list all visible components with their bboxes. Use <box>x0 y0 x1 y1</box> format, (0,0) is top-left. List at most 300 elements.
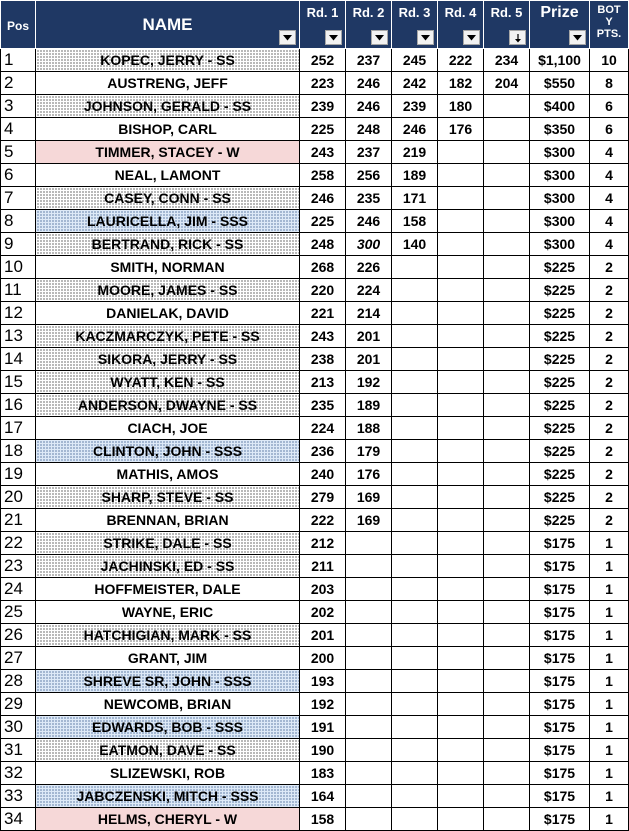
rd1-score-cell[interactable]: 222 <box>300 509 346 532</box>
rd3-score-cell[interactable] <box>392 555 438 578</box>
pos-cell[interactable]: 18 <box>1 440 36 463</box>
rd2-score-cell[interactable]: 176 <box>346 463 392 486</box>
rd2-score-cell[interactable]: 246 <box>346 95 392 118</box>
rd1-score-cell[interactable]: 224 <box>300 417 346 440</box>
boty-points-cell[interactable]: 4 <box>590 233 629 256</box>
boty-points-cell[interactable]: 1 <box>590 670 629 693</box>
rd2-score-cell[interactable]: 201 <box>346 348 392 371</box>
rd4-score-cell[interactable] <box>438 509 484 532</box>
player-name-cell[interactable]: MOORE, JAMES - SS <box>36 279 300 302</box>
rd2-score-cell[interactable] <box>346 578 392 601</box>
rd3-score-cell[interactable] <box>392 325 438 348</box>
rd5-score-cell[interactable] <box>484 440 530 463</box>
boty-points-cell[interactable]: 2 <box>590 256 629 279</box>
rd3-score-cell[interactable] <box>392 808 438 831</box>
rd1-score-cell[interactable]: 200 <box>300 647 346 670</box>
prize-cell[interactable]: $175 <box>530 647 590 670</box>
rd3-score-cell[interactable] <box>392 486 438 509</box>
boty-points-cell[interactable]: 2 <box>590 440 629 463</box>
rd2-score-cell[interactable]: 237 <box>346 49 392 72</box>
pos-cell[interactable]: 14 <box>1 348 36 371</box>
prize-cell[interactable]: $225 <box>530 394 590 417</box>
rd5-score-cell[interactable] <box>484 555 530 578</box>
filter-name-button[interactable] <box>279 30 296 45</box>
rd2-score-cell[interactable]: 300 <box>346 233 392 256</box>
rd3-score-cell[interactable]: 245 <box>392 49 438 72</box>
prize-cell[interactable]: $300 <box>530 233 590 256</box>
boty-points-cell[interactable]: 2 <box>590 463 629 486</box>
rd1-score-cell[interactable]: 279 <box>300 486 346 509</box>
prize-cell[interactable]: $175 <box>530 716 590 739</box>
boty-points-cell[interactable]: 4 <box>590 164 629 187</box>
rd5-score-cell[interactable] <box>484 164 530 187</box>
player-name-cell[interactable]: BISHOP, CARL <box>36 118 300 141</box>
player-name-cell[interactable]: SIKORA, JERRY - SS <box>36 348 300 371</box>
rd1-score-cell[interactable]: 243 <box>300 325 346 348</box>
pos-cell[interactable]: 24 <box>1 578 36 601</box>
pos-cell[interactable]: 33 <box>1 785 36 808</box>
pos-cell[interactable]: 12 <box>1 302 36 325</box>
boty-points-cell[interactable]: 2 <box>590 394 629 417</box>
rd2-score-cell[interactable] <box>346 624 392 647</box>
rd1-score-cell[interactable]: 212 <box>300 532 346 555</box>
rd5-score-cell[interactable] <box>484 118 530 141</box>
rd3-score-cell[interactable] <box>392 463 438 486</box>
prize-cell[interactable]: $175 <box>530 739 590 762</box>
pos-cell[interactable]: 1 <box>1 49 36 72</box>
player-name-cell[interactable]: BRENNAN, BRIAN <box>36 509 300 532</box>
player-name-cell[interactable]: WAYNE, ERIC <box>36 601 300 624</box>
rd3-score-cell[interactable] <box>392 371 438 394</box>
rd5-score-cell[interactable] <box>484 95 530 118</box>
rd5-score-cell[interactable] <box>484 808 530 831</box>
prize-cell[interactable]: $175 <box>530 578 590 601</box>
rd2-score-cell[interactable]: 192 <box>346 371 392 394</box>
pos-cell[interactable]: 25 <box>1 601 36 624</box>
pos-cell[interactable]: 29 <box>1 693 36 716</box>
rd1-score-cell[interactable]: 192 <box>300 693 346 716</box>
player-name-cell[interactable]: CLINTON, JOHN - SSS <box>36 440 300 463</box>
boty-points-cell[interactable]: 2 <box>590 509 629 532</box>
pos-cell[interactable]: 7 <box>1 187 36 210</box>
rd1-score-cell[interactable]: 248 <box>300 233 346 256</box>
player-name-cell[interactable]: SMITH, NORMAN <box>36 256 300 279</box>
player-name-cell[interactable]: CASEY, CONN - SS <box>36 187 300 210</box>
player-name-cell[interactable]: KOPEC, JERRY - SS <box>36 49 300 72</box>
rd4-score-cell[interactable] <box>438 463 484 486</box>
player-name-cell[interactable]: BERTRAND, RICK - SS <box>36 233 300 256</box>
rd4-score-cell[interactable] <box>438 302 484 325</box>
prize-cell[interactable]: $400 <box>530 95 590 118</box>
rd2-score-cell[interactable]: 189 <box>346 394 392 417</box>
rd2-score-cell[interactable] <box>346 693 392 716</box>
rd1-score-cell[interactable]: 268 <box>300 256 346 279</box>
rd1-score-cell[interactable]: 235 <box>300 394 346 417</box>
boty-points-cell[interactable]: 1 <box>590 578 629 601</box>
pos-cell[interactable]: 32 <box>1 762 36 785</box>
rd4-score-cell[interactable] <box>438 647 484 670</box>
rd1-score-cell[interactable]: 190 <box>300 739 346 762</box>
rd5-score-cell[interactable] <box>484 647 530 670</box>
player-name-cell[interactable]: ANDERSON, DWAYNE - SS <box>36 394 300 417</box>
player-name-cell[interactable]: HELMS, CHERYL - W <box>36 808 300 831</box>
rd3-score-cell[interactable]: 246 <box>392 118 438 141</box>
pos-cell[interactable]: 23 <box>1 555 36 578</box>
player-name-cell[interactable]: AUSTRENG, JEFF <box>36 72 300 95</box>
boty-points-cell[interactable]: 2 <box>590 325 629 348</box>
pos-cell[interactable]: 11 <box>1 279 36 302</box>
rd3-score-cell[interactable]: 239 <box>392 95 438 118</box>
boty-points-cell[interactable]: 2 <box>590 371 629 394</box>
rd4-score-cell[interactable] <box>438 371 484 394</box>
rd2-score-cell[interactable] <box>346 808 392 831</box>
prize-cell[interactable]: $300 <box>530 164 590 187</box>
rd4-score-cell[interactable] <box>438 417 484 440</box>
rd5-score-cell[interactable] <box>484 693 530 716</box>
pos-cell[interactable]: 17 <box>1 417 36 440</box>
rd3-score-cell[interactable]: 219 <box>392 141 438 164</box>
pos-cell[interactable]: 27 <box>1 647 36 670</box>
rd4-score-cell[interactable]: 180 <box>438 95 484 118</box>
rd2-score-cell[interactable]: 179 <box>346 440 392 463</box>
rd5-score-cell[interactable] <box>484 739 530 762</box>
rd1-score-cell[interactable]: 213 <box>300 371 346 394</box>
rd4-score-cell[interactable] <box>438 256 484 279</box>
rd5-score-cell[interactable] <box>484 233 530 256</box>
rd3-score-cell[interactable] <box>392 785 438 808</box>
player-name-cell[interactable]: TIMMER, STACEY - W <box>36 141 300 164</box>
rd5-score-cell[interactable] <box>484 716 530 739</box>
rd2-score-cell[interactable]: 237 <box>346 141 392 164</box>
filter-rd1-button[interactable] <box>325 30 342 45</box>
rd2-score-cell[interactable]: 248 <box>346 118 392 141</box>
rd5-score-cell[interactable] <box>484 348 530 371</box>
rd4-score-cell[interactable] <box>438 486 484 509</box>
pos-cell[interactable]: 30 <box>1 716 36 739</box>
rd1-score-cell[interactable]: 211 <box>300 555 346 578</box>
boty-points-cell[interactable]: 6 <box>590 95 629 118</box>
rd1-score-cell[interactable]: 221 <box>300 302 346 325</box>
rd5-score-cell[interactable] <box>484 532 530 555</box>
rd5-score-cell[interactable] <box>484 394 530 417</box>
boty-points-cell[interactable]: 4 <box>590 187 629 210</box>
player-name-cell[interactable]: KACZMARCZYK, PETE - SS <box>36 325 300 348</box>
pos-cell[interactable]: 21 <box>1 509 36 532</box>
boty-points-cell[interactable]: 1 <box>590 762 629 785</box>
boty-points-cell[interactable]: 2 <box>590 302 629 325</box>
rd2-score-cell[interactable]: 224 <box>346 279 392 302</box>
rd3-score-cell[interactable] <box>392 716 438 739</box>
prize-cell[interactable]: $175 <box>530 808 590 831</box>
pos-cell[interactable]: 15 <box>1 371 36 394</box>
rd1-score-cell[interactable]: 193 <box>300 670 346 693</box>
prize-cell[interactable]: $225 <box>530 371 590 394</box>
filter-rd3-button[interactable] <box>417 30 434 45</box>
player-name-cell[interactable]: EATMON, DAVE - SS <box>36 739 300 762</box>
rd4-score-cell[interactable] <box>438 785 484 808</box>
rd2-score-cell[interactable]: 246 <box>346 210 392 233</box>
player-name-cell[interactable]: NEWCOMB, BRIAN <box>36 693 300 716</box>
prize-cell[interactable]: $225 <box>530 463 590 486</box>
rd2-score-cell[interactable] <box>346 716 392 739</box>
boty-points-cell[interactable]: 1 <box>590 716 629 739</box>
rd1-score-cell[interactable]: 243 <box>300 141 346 164</box>
pos-cell[interactable]: 16 <box>1 394 36 417</box>
boty-points-cell[interactable]: 4 <box>590 141 629 164</box>
prize-cell[interactable]: $225 <box>530 348 590 371</box>
rd4-score-cell[interactable] <box>438 693 484 716</box>
boty-points-cell[interactable]: 2 <box>590 486 629 509</box>
prize-cell[interactable]: $225 <box>530 325 590 348</box>
pos-cell[interactable]: 4 <box>1 118 36 141</box>
rd5-score-cell[interactable] <box>484 486 530 509</box>
rd1-score-cell[interactable]: 158 <box>300 808 346 831</box>
pos-cell[interactable]: 6 <box>1 164 36 187</box>
player-name-cell[interactable]: GRANT, JIM <box>36 647 300 670</box>
rd4-score-cell[interactable] <box>438 348 484 371</box>
rd1-score-cell[interactable]: 164 <box>300 785 346 808</box>
prize-cell[interactable]: $225 <box>530 417 590 440</box>
rd4-score-cell[interactable] <box>438 716 484 739</box>
pos-cell[interactable]: 10 <box>1 256 36 279</box>
rd4-score-cell[interactable] <box>438 808 484 831</box>
filter-rd4-button[interactable] <box>463 30 480 45</box>
prize-cell[interactable]: $225 <box>530 440 590 463</box>
rd5-score-cell[interactable] <box>484 624 530 647</box>
player-name-cell[interactable]: SHREVE SR, JOHN - SSS <box>36 670 300 693</box>
rd3-score-cell[interactable] <box>392 509 438 532</box>
rd2-score-cell[interactable]: 169 <box>346 509 392 532</box>
rd2-score-cell[interactable] <box>346 785 392 808</box>
rd3-score-cell[interactable] <box>392 417 438 440</box>
rd3-score-cell[interactable] <box>392 693 438 716</box>
pos-cell[interactable]: 22 <box>1 532 36 555</box>
rd3-score-cell[interactable] <box>392 279 438 302</box>
prize-cell[interactable]: $225 <box>530 302 590 325</box>
rd1-score-cell[interactable]: 240 <box>300 463 346 486</box>
rd5-score-cell[interactable] <box>484 371 530 394</box>
pos-cell[interactable]: 31 <box>1 739 36 762</box>
rd5-score-cell[interactable] <box>484 463 530 486</box>
rd1-score-cell[interactable]: 236 <box>300 440 346 463</box>
boty-points-cell[interactable]: 2 <box>590 348 629 371</box>
rd2-score-cell[interactable]: 188 <box>346 417 392 440</box>
rd5-score-cell[interactable]: 234 <box>484 49 530 72</box>
filter-prize-button[interactable] <box>569 30 586 45</box>
prize-cell[interactable]: $175 <box>530 762 590 785</box>
rd1-score-cell[interactable]: 239 <box>300 95 346 118</box>
pos-cell[interactable]: 20 <box>1 486 36 509</box>
player-name-cell[interactable]: SHARP, STEVE - SS <box>36 486 300 509</box>
rd2-score-cell[interactable]: 235 <box>346 187 392 210</box>
pos-cell[interactable]: 13 <box>1 325 36 348</box>
rd2-score-cell[interactable] <box>346 739 392 762</box>
rd2-score-cell[interactable]: 214 <box>346 302 392 325</box>
rd4-score-cell[interactable] <box>438 141 484 164</box>
player-name-cell[interactable]: SLIZEWSKI, ROB <box>36 762 300 785</box>
pos-cell[interactable]: 34 <box>1 808 36 831</box>
rd3-score-cell[interactable]: 140 <box>392 233 438 256</box>
player-name-cell[interactable]: JOHNSON, GERALD - SS <box>36 95 300 118</box>
rd1-score-cell[interactable]: 223 <box>300 72 346 95</box>
rd2-score-cell[interactable]: 226 <box>346 256 392 279</box>
rd4-score-cell[interactable] <box>438 210 484 233</box>
rd4-score-cell[interactable] <box>438 601 484 624</box>
player-name-cell[interactable]: JABCZENSKI, MITCH - SSS <box>36 785 300 808</box>
boty-points-cell[interactable]: 1 <box>590 624 629 647</box>
rd4-score-cell[interactable] <box>438 279 484 302</box>
rd5-score-cell[interactable] <box>484 302 530 325</box>
player-name-cell[interactable]: EDWARDS, BOB - SSS <box>36 716 300 739</box>
prize-cell[interactable]: $225 <box>530 256 590 279</box>
rd1-score-cell[interactable]: 225 <box>300 210 346 233</box>
rd4-score-cell[interactable] <box>438 739 484 762</box>
player-name-cell[interactable]: MATHIS, AMOS <box>36 463 300 486</box>
boty-points-cell[interactable]: 6 <box>590 118 629 141</box>
rd5-score-cell[interactable] <box>484 670 530 693</box>
rd1-score-cell[interactable]: 183 <box>300 762 346 785</box>
prize-cell[interactable]: $350 <box>530 118 590 141</box>
boty-points-cell[interactable]: 10 <box>590 49 629 72</box>
filter-rd2-button[interactable] <box>371 30 388 45</box>
player-name-cell[interactable]: LAURICELLA, JIM - SSS <box>36 210 300 233</box>
rd4-score-cell[interactable] <box>438 532 484 555</box>
prize-cell[interactable]: $175 <box>530 601 590 624</box>
rd2-score-cell[interactable] <box>346 601 392 624</box>
prize-cell[interactable]: $225 <box>530 279 590 302</box>
boty-points-cell[interactable]: 1 <box>590 693 629 716</box>
rd1-score-cell[interactable]: 225 <box>300 118 346 141</box>
prize-cell[interactable]: $175 <box>530 693 590 716</box>
rd1-score-cell[interactable]: 191 <box>300 716 346 739</box>
rd2-score-cell[interactable] <box>346 762 392 785</box>
player-name-cell[interactable]: NEAL, LAMONT <box>36 164 300 187</box>
prize-cell[interactable]: $225 <box>530 486 590 509</box>
prize-cell[interactable]: $300 <box>530 187 590 210</box>
rd5-score-cell[interactable] <box>484 256 530 279</box>
rd3-score-cell[interactable] <box>392 302 438 325</box>
rd3-score-cell[interactable] <box>392 440 438 463</box>
rd4-score-cell[interactable] <box>438 440 484 463</box>
prize-cell[interactable]: $175 <box>530 624 590 647</box>
rd3-score-cell[interactable]: 242 <box>392 72 438 95</box>
rd3-score-cell[interactable] <box>392 762 438 785</box>
prize-cell[interactable]: $225 <box>530 509 590 532</box>
rd4-score-cell[interactable] <box>438 578 484 601</box>
player-name-cell[interactable]: HOFFMEISTER, DALE <box>36 578 300 601</box>
rd4-score-cell[interactable] <box>438 762 484 785</box>
pos-cell[interactable]: 26 <box>1 624 36 647</box>
rd5-score-cell[interactable] <box>484 578 530 601</box>
rd4-score-cell[interactable] <box>438 555 484 578</box>
boty-points-cell[interactable]: 1 <box>590 555 629 578</box>
rd2-score-cell[interactable] <box>346 647 392 670</box>
rd3-score-cell[interactable] <box>392 647 438 670</box>
pos-cell[interactable]: 28 <box>1 670 36 693</box>
rd4-score-cell[interactable] <box>438 187 484 210</box>
pos-cell[interactable]: 5 <box>1 141 36 164</box>
rd4-score-cell[interactable]: 176 <box>438 118 484 141</box>
rd3-score-cell[interactable]: 158 <box>392 210 438 233</box>
rd4-score-cell[interactable] <box>438 670 484 693</box>
boty-points-cell[interactable]: 8 <box>590 72 629 95</box>
rd2-score-cell[interactable] <box>346 532 392 555</box>
boty-points-cell[interactable]: 1 <box>590 785 629 808</box>
pos-cell[interactable]: 2 <box>1 72 36 95</box>
rd4-score-cell[interactable] <box>438 325 484 348</box>
pos-cell[interactable]: 3 <box>1 95 36 118</box>
rd1-score-cell[interactable]: 201 <box>300 624 346 647</box>
rd5-score-cell[interactable] <box>484 785 530 808</box>
rd1-score-cell[interactable]: 220 <box>300 279 346 302</box>
prize-cell[interactable]: $175 <box>530 555 590 578</box>
player-name-cell[interactable]: DANIELAK, DAVID <box>36 302 300 325</box>
rd4-score-cell[interactable] <box>438 394 484 417</box>
prize-cell[interactable]: $175 <box>530 785 590 808</box>
boty-points-cell[interactable]: 1 <box>590 601 629 624</box>
prize-cell[interactable]: $300 <box>530 141 590 164</box>
rd3-score-cell[interactable] <box>392 578 438 601</box>
rd3-score-cell[interactable] <box>392 256 438 279</box>
rd4-score-cell[interactable] <box>438 233 484 256</box>
pos-cell[interactable]: 8 <box>1 210 36 233</box>
pos-cell[interactable]: 9 <box>1 233 36 256</box>
player-name-cell[interactable]: HATCHIGIAN, MARK - SS <box>36 624 300 647</box>
rd5-score-cell[interactable] <box>484 279 530 302</box>
rd5-score-cell[interactable] <box>484 187 530 210</box>
rd3-score-cell[interactable] <box>392 348 438 371</box>
rd2-score-cell[interactable]: 256 <box>346 164 392 187</box>
rd2-score-cell[interactable]: 246 <box>346 72 392 95</box>
prize-cell[interactable]: $550 <box>530 72 590 95</box>
rd5-score-cell[interactable]: 204 <box>484 72 530 95</box>
rd5-score-cell[interactable] <box>484 509 530 532</box>
player-name-cell[interactable]: STRIKE, DALE - SS <box>36 532 300 555</box>
boty-points-cell[interactable]: 1 <box>590 808 629 831</box>
rd4-score-cell[interactable]: 182 <box>438 72 484 95</box>
player-name-cell[interactable]: CIACH, JOE <box>36 417 300 440</box>
rd3-score-cell[interactable]: 189 <box>392 164 438 187</box>
boty-points-cell[interactable]: 1 <box>590 532 629 555</box>
rd5-score-cell[interactable] <box>484 141 530 164</box>
pos-cell[interactable]: 19 <box>1 463 36 486</box>
rd5-score-cell[interactable] <box>484 325 530 348</box>
prize-cell[interactable]: $175 <box>530 670 590 693</box>
rd2-score-cell[interactable] <box>346 555 392 578</box>
rd1-score-cell[interactable]: 238 <box>300 348 346 371</box>
boty-points-cell[interactable]: 2 <box>590 417 629 440</box>
rd1-score-cell[interactable]: 258 <box>300 164 346 187</box>
rd3-score-cell[interactable] <box>392 601 438 624</box>
rd1-score-cell[interactable]: 203 <box>300 578 346 601</box>
rd3-score-cell[interactable] <box>392 739 438 762</box>
boty-points-cell[interactable]: 1 <box>590 739 629 762</box>
player-name-cell[interactable]: JACHINSKI, ED - SS <box>36 555 300 578</box>
boty-points-cell[interactable]: 4 <box>590 210 629 233</box>
rd4-score-cell[interactable] <box>438 164 484 187</box>
rd5-score-cell[interactable] <box>484 210 530 233</box>
player-name-cell[interactable]: WYATT, KEN - SS <box>36 371 300 394</box>
rd1-score-cell[interactable]: 246 <box>300 187 346 210</box>
rd5-score-cell[interactable] <box>484 601 530 624</box>
prize-cell[interactable]: $175 <box>530 532 590 555</box>
rd3-score-cell[interactable] <box>392 532 438 555</box>
prize-cell[interactable]: $300 <box>530 210 590 233</box>
rd4-score-cell[interactable] <box>438 624 484 647</box>
rd1-score-cell[interactable]: 252 <box>300 49 346 72</box>
rd3-score-cell[interactable] <box>392 670 438 693</box>
rd5-score-cell[interactable] <box>484 417 530 440</box>
